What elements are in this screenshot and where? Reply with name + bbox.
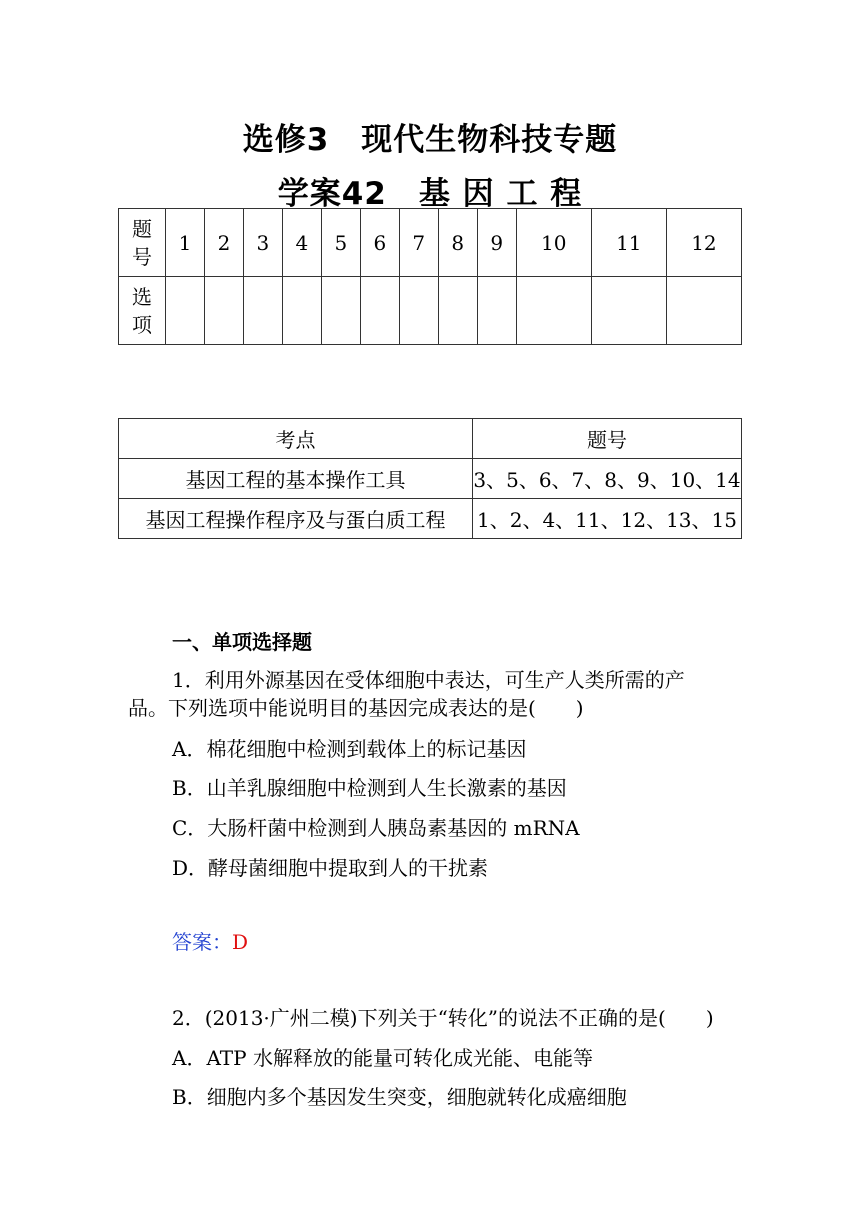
number-header-char: 题 xyxy=(132,216,152,241)
answer-blank-cell[interactable] xyxy=(282,277,321,345)
question-1-text: 1．利用外源基因在受体细胞中表达，可生产人类所需的产 xyxy=(172,668,685,692)
question-2-option-a: A．ATP 水解释放的能量可转化成光能、电能等 xyxy=(172,1046,593,1070)
question-1-option-a: A．棉花细胞中检测到载体上的标记基因 xyxy=(172,737,527,761)
number-cell: 5 xyxy=(321,209,360,277)
answer-blank-cell[interactable] xyxy=(516,277,591,345)
knowledge-table-header-row xyxy=(119,419,742,459)
number-cell: 6 xyxy=(360,209,399,277)
number-cell: 3 xyxy=(243,209,282,277)
option-header-char: 项 xyxy=(132,312,152,337)
number-header-cell xyxy=(119,209,166,277)
number-cell: 9 xyxy=(477,209,516,277)
answer-blank-cell[interactable] xyxy=(591,277,666,345)
questions-cell: 1、2、4、11、12、13、15 xyxy=(473,499,742,539)
number-cell: 4 xyxy=(282,209,321,277)
answer-blank-cell[interactable] xyxy=(399,277,438,345)
question-1-option-c: C．大肠杆菌中检测到人胰岛素基因的 mRNA xyxy=(172,816,580,840)
table-row xyxy=(119,499,742,539)
answer-blank-cell[interactable] xyxy=(477,277,516,345)
question-1-text-continued: 品。下列选项中能说明目的基因完成表达的是( ) xyxy=(128,696,584,720)
number-cell: 12 xyxy=(666,209,741,277)
option-header-char: 选 xyxy=(132,284,152,309)
table-row xyxy=(119,459,742,499)
answer-table-number-row xyxy=(119,209,742,277)
topic-cell: 基因工程的基本操作工具 xyxy=(119,459,473,499)
page-subtitle: 学案42 基 因 工 程 xyxy=(277,176,583,212)
answer-blank-cell[interactable] xyxy=(166,277,205,345)
section-title: 一、单项选择题 xyxy=(172,630,312,654)
number-cell: 7 xyxy=(399,209,438,277)
questions-cell: 3、5、6、7、8、9、10、14 xyxy=(473,459,742,499)
answer-value: D xyxy=(232,930,249,954)
answer-blank-cell[interactable] xyxy=(360,277,399,345)
number-cell: 8 xyxy=(438,209,477,277)
number-cell: 10 xyxy=(516,209,591,277)
number-cell: 2 xyxy=(204,209,243,277)
question-1-option-b: B．山羊乳腺细胞中检测到人生长激素的基因 xyxy=(172,776,567,800)
question-1-answer xyxy=(172,926,248,955)
number-header-char: 号 xyxy=(132,244,152,269)
answer-table-option-row xyxy=(119,277,742,345)
answer-blank-cell[interactable] xyxy=(321,277,360,345)
answer-label: 答案： xyxy=(172,930,232,954)
question-2-text: 2．(2013·广州二模)下列关于“转化”的说法不正确的是( ) xyxy=(172,1006,714,1030)
answer-blank-cell[interactable] xyxy=(243,277,282,345)
number-cell: 1 xyxy=(166,209,205,277)
answer-blank-cell[interactable] xyxy=(438,277,477,345)
topic-cell: 基因工程操作程序及与蛋白质工程 xyxy=(119,499,473,539)
answer-table xyxy=(118,208,742,345)
option-header-cell xyxy=(119,277,166,345)
question-1-option-d: D．酵母菌细胞中提取到人的干扰素 xyxy=(172,856,489,880)
page-title: 选修3 现代生物科技专题 xyxy=(242,122,618,158)
answer-blank-cell[interactable] xyxy=(204,277,243,345)
answer-blank-cell[interactable] xyxy=(666,277,741,345)
questions-header: 题号 xyxy=(473,419,742,459)
knowledge-table xyxy=(118,418,742,539)
topic-header: 考点 xyxy=(119,419,473,459)
question-2-option-b: B．细胞内多个基因发生突变，细胞就转化成癌细胞 xyxy=(172,1085,627,1109)
number-cell: 11 xyxy=(591,209,666,277)
